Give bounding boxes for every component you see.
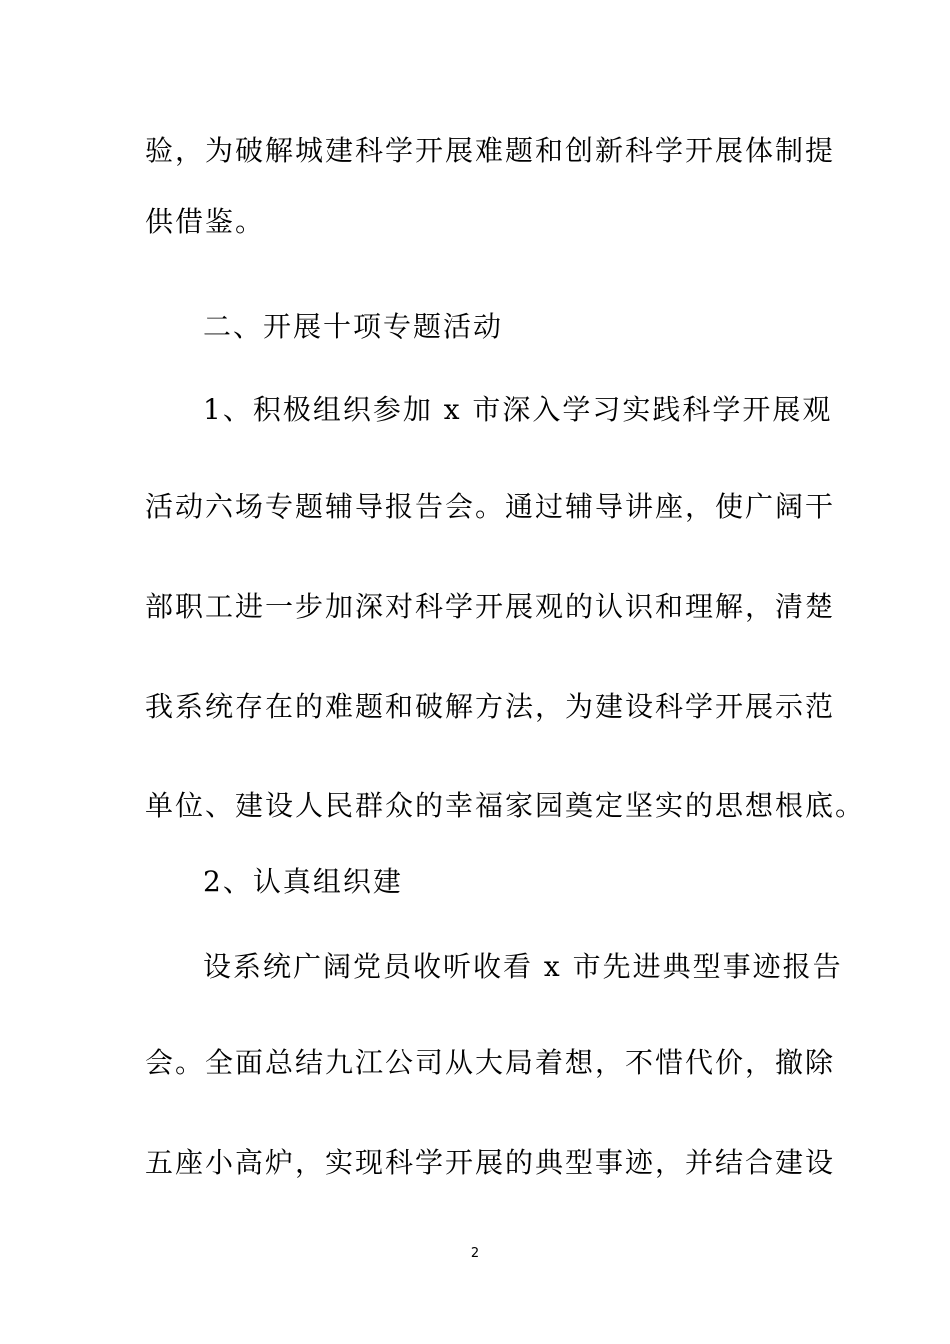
body-text-line: 部职工进一步加深对科学开展观的认识和理解，清楚 (145, 590, 836, 623)
body-text-line: 我系统存在的难题和破解方法，为建设科学开展示范 (145, 690, 836, 723)
body-text-line: 活动六场专题辅导报告会。通过辅导讲座，使广阔干 (145, 490, 836, 523)
body-text-line: 会。全面总结九江公司从大局着想，不惜代价，撤除 (145, 1046, 836, 1079)
body-text-line: 验，为破解城建科学开展难题和创新科学开展体制提 (145, 134, 836, 167)
numbered-item-line: 2、认真组织建 (203, 865, 403, 898)
body-text-line: 设系统广阔党员收听收看 x 市先进典型事迹报告 (203, 950, 843, 983)
body-text-line: 五座小高炉，实现科学开展的典型事迹，并结合建设 (145, 1146, 836, 1179)
body-text-line: 单位、建设人民群众的幸福家园奠定坚实的思想根底。 (145, 789, 866, 822)
numbered-item-line: 1、积极组织参加 x 市深入学习实践科学开展观 (203, 393, 833, 426)
page-number: 2 (470, 1246, 480, 1261)
section-heading: 二、开展十项专题活动 (203, 310, 504, 343)
body-text-line: 供借鉴。 (145, 205, 266, 238)
